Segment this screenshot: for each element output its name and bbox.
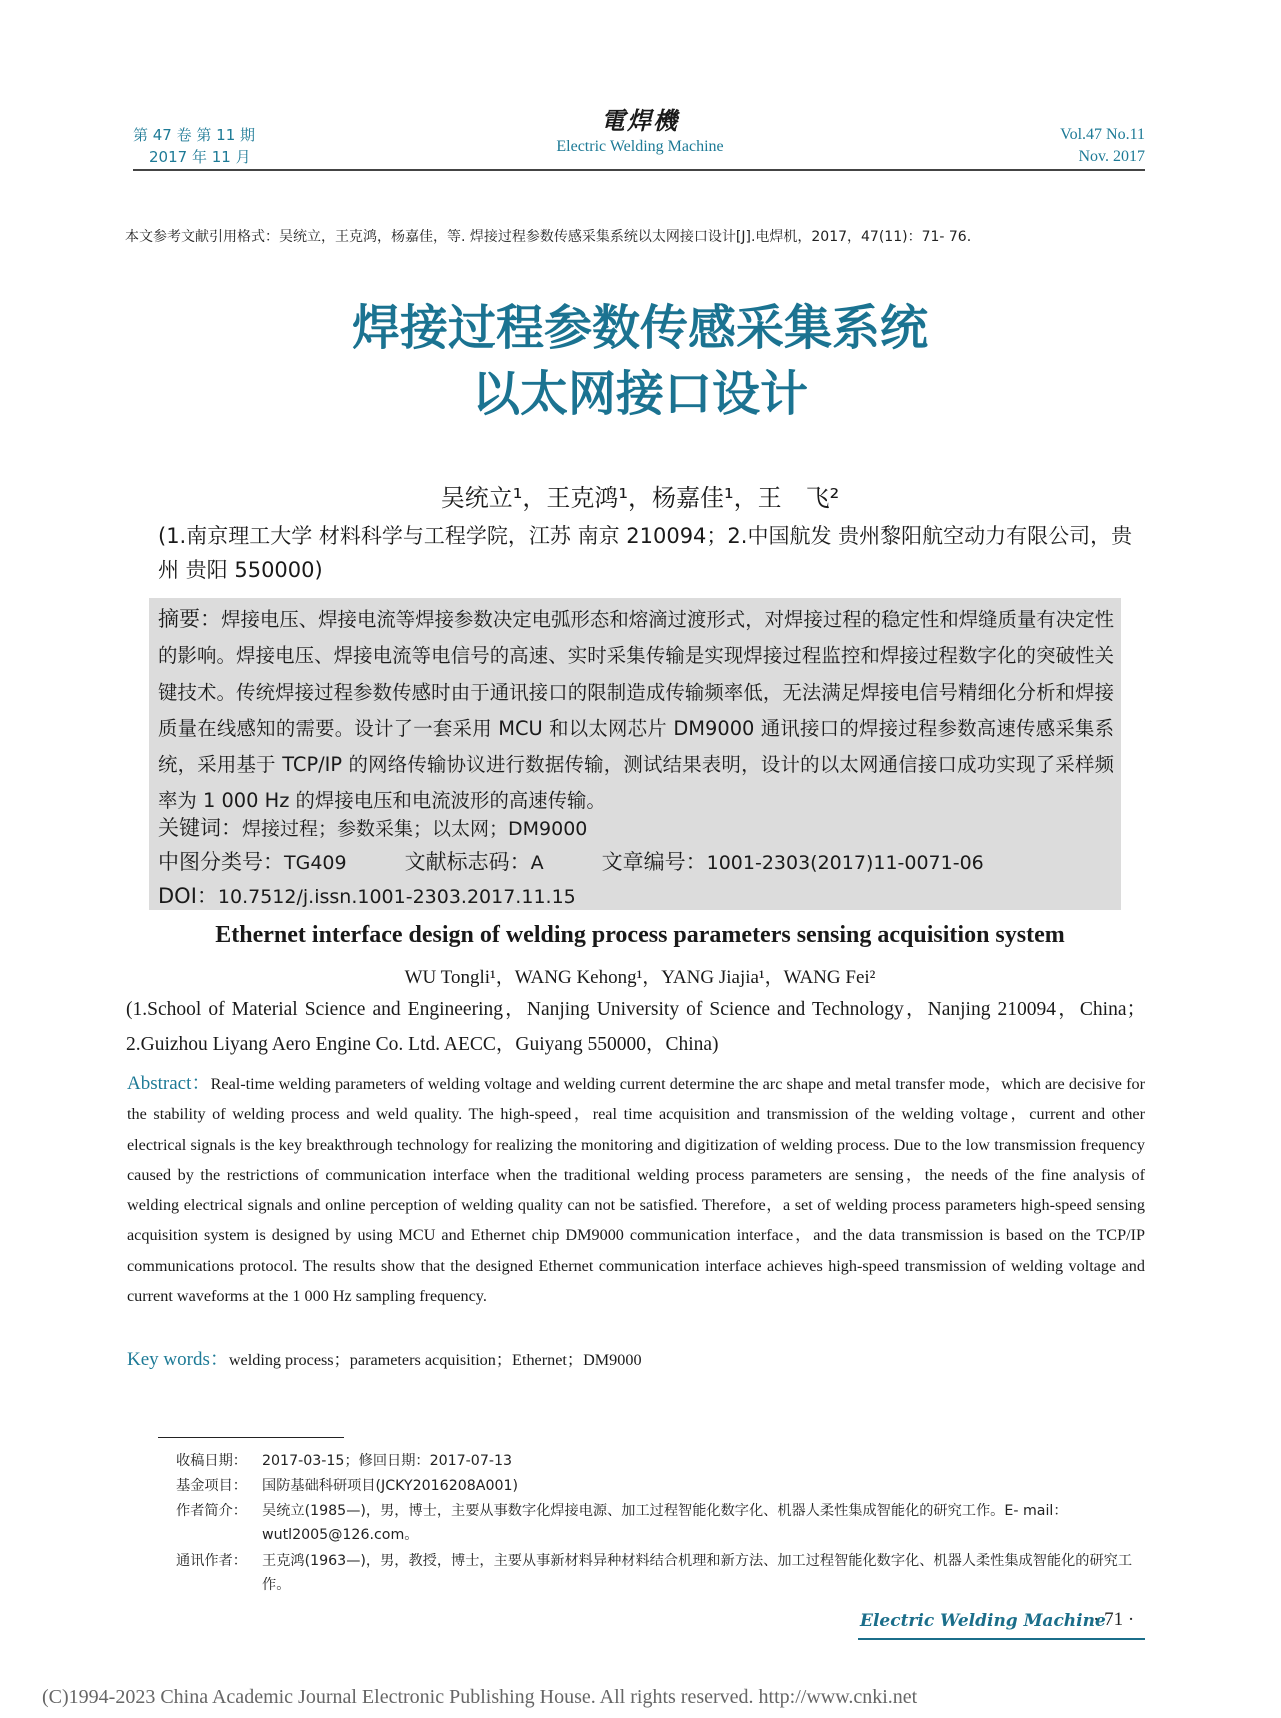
corr-text: 王克鸿(1963—)，男，教授，博士，主要从事新材料异种材料结合机理和新方法、加工过程智能化数字化、机器人柔性集成智能化的研究工作。 — [262, 1553, 1133, 1593]
corr-label: 通讯作者： — [176, 1553, 247, 1569]
issue-info — [133, 124, 255, 168]
journal-name-en: Electric Welding Machine — [556, 138, 724, 155]
volume-issue-cn: 第 47 卷 第 11 期 — [133, 126, 256, 144]
abstract-en-label: Abstract： — [127, 1073, 211, 1094]
bio-text: 吴统立(1985—)，男，博士，主要从事数字化焊接电源、加工过程智能化数字化、机器人柔性集成智能化的研究工作。E- mail：wutl2005@126.com。 — [262, 1503, 1068, 1543]
article-number-value: 1001-2303(2017)11-0071-06 — [706, 852, 984, 874]
date-cn: 2017 年 11 月 — [149, 148, 251, 166]
authors-cn: 吴统立¹，王克鸿¹，杨嘉佳¹，王 飞² — [440, 484, 840, 512]
keywords-cn-text: 焊接过程；参数采集；以太网；DM9000 — [242, 818, 588, 840]
issue-info-en — [1060, 124, 1145, 168]
footnote-fund — [176, 1474, 1151, 1498]
doc-code-label: 文献标志码： — [404, 850, 531, 874]
paper-title-en: Ethernet interface design of welding process parameters sensing acquisition system — [215, 922, 1065, 948]
volume-issue-en: Vol.47 No.11 — [1060, 126, 1145, 143]
classification-line — [158, 846, 984, 876]
abstract-cn — [158, 601, 1114, 820]
footnote-received — [176, 1449, 1151, 1473]
authors-en: WU Tongli¹，WANG Kehong¹，YANG Jiajia¹，WANG Fei² — [404, 967, 876, 988]
abstract-cn-label: 摘要： — [158, 607, 222, 631]
title-line-2: 以太网接口设计 — [471, 366, 808, 422]
footer-journal-brand: Electric Welding Machine — [860, 1611, 1106, 1631]
fund-text: 国防基础科研项目(JCKY2016208A001) — [262, 1478, 519, 1494]
paper-title-cn — [140, 295, 1140, 427]
footnote-author-bio — [176, 1499, 1151, 1547]
doi-label: DOI： — [158, 884, 218, 908]
keywords-cn-label: 关键词： — [158, 816, 242, 840]
doc-code-value: A — [530, 852, 544, 874]
clc-label: 中图分类号： — [158, 850, 284, 874]
received-label: 收稿日期： — [176, 1453, 247, 1469]
footnote-divider — [158, 1437, 344, 1438]
keywords-cn — [158, 812, 587, 842]
bio-label: 作者简介： — [176, 1503, 247, 1519]
footnote-corresponding — [176, 1549, 1151, 1597]
doi-value[interactable]: 10.7512/j.issn.1001-2303.2017.11.15 — [217, 886, 576, 908]
clc-value: TG409 — [284, 852, 347, 874]
citation-format: 本文参考文献引用格式：吴统立，王克鸿，杨嘉佳，等. 焊接过程参数传感采集系统以太网接口设计[J].电焊机，2017，47(11)：71- 76. — [125, 229, 972, 245]
fund-label: 基金项目： — [176, 1478, 247, 1494]
abstract-cn-text: 焊接电压、焊接电流等焊接参数决定电弧形态和熔滴过渡形式，对焊接过程的稳定性和焊缝质量有决定性的影响。焊接电压、焊接电流等电信号的高速、实时采集传输是实现焊接过程监控和焊接过程数字化的突破性关键技术。传统焊接过程参数传感时由于通讯接口的限制造成传输频率低，无法满足焊接电信号精细化分析和焊接质量在线感知的需要。设计了一套采用 MCU 和以太网芯片 DM9000 通讯接口的焊接过程参数高速传感采集系统，采用基于 TCP/IP 的网络传输协议进行数据传输，测试结果表明，设计的以太网通信接口成功实现了采样频率为 1 000 Hz 的焊接电压和电流波形的高速传输。 — [158, 608, 1115, 813]
received-text: 2017-03-15；修回日期：2017-07-13 — [262, 1453, 513, 1469]
title-line-1: 焊接过程参数传感采集系统 — [351, 300, 928, 356]
affiliation-cn: (1.南京理工大学 材料科学与工程学院，江苏 南京 210094；2.中国航发 贵州黎阳航空动力有限公司，贵州 贵阳 550000) — [158, 524, 1133, 582]
keywords-en-label: Key words： — [127, 1349, 229, 1370]
journal-masthead — [470, 106, 810, 158]
affiliation-en: (1.School of Material Science and Engineering，Nanjing University of Science and Technology，Nanjing 210094，China；2.Guizhou Liyang Aero Engine Co. Ltd. AECC，Guiyang 550000，China) — [126, 999, 1146, 1055]
keywords-en-text: welding process；parameters acquisition；Ethernet；DM9000 — [228, 1351, 642, 1369]
date-en: Nov. 2017 — [1078, 148, 1145, 165]
abstract-en-text: Real-time welding parameters of welding voltage and welding current determine the arc shape and metal transfer mode，which are decisive for the stability of welding process and weld quality. The high-speed，real time acquisition and transmission of the welding voltage，current and other electrical signals is the key breakthrough technology for realizing the monitoring and digitization of welding process. Due to the low transmission frequency caused by the restrictions of communication interface when the traditional welding process parameters are sensing，the needs of the fine analysis of welding electrical signals and online perception of welding quality can not be satisfied. Therefore，a set of welding process parameters high-speed sensing acquisition system is designed by using MCU and Ethernet chip DM9000 communication interface，and the data transmission is based on the TCP/IP communications protocol. The results show that the designed Ethernet communication interface achieves high-speed transmission of welding voltage and current waveforms at the 1 000 Hz sampling frequency. — [127, 1075, 1145, 1306]
keywords-en — [127, 1344, 642, 1371]
article-number-label: 文章编号： — [601, 850, 707, 874]
copyright-notice: (C)1994-2023 China Academic Journal Electronic Publishing House. All rights reserved. http://www.cnki.net — [42, 1686, 918, 1708]
doi-line — [158, 880, 576, 910]
footer-divider — [858, 1638, 1145, 1640]
header-divider — [133, 169, 1145, 171]
abstract-en — [127, 1069, 1145, 1311]
journal-logo-cn: 電焊機 — [601, 106, 679, 135]
page-number: · 71 · — [1093, 1609, 1135, 1630]
